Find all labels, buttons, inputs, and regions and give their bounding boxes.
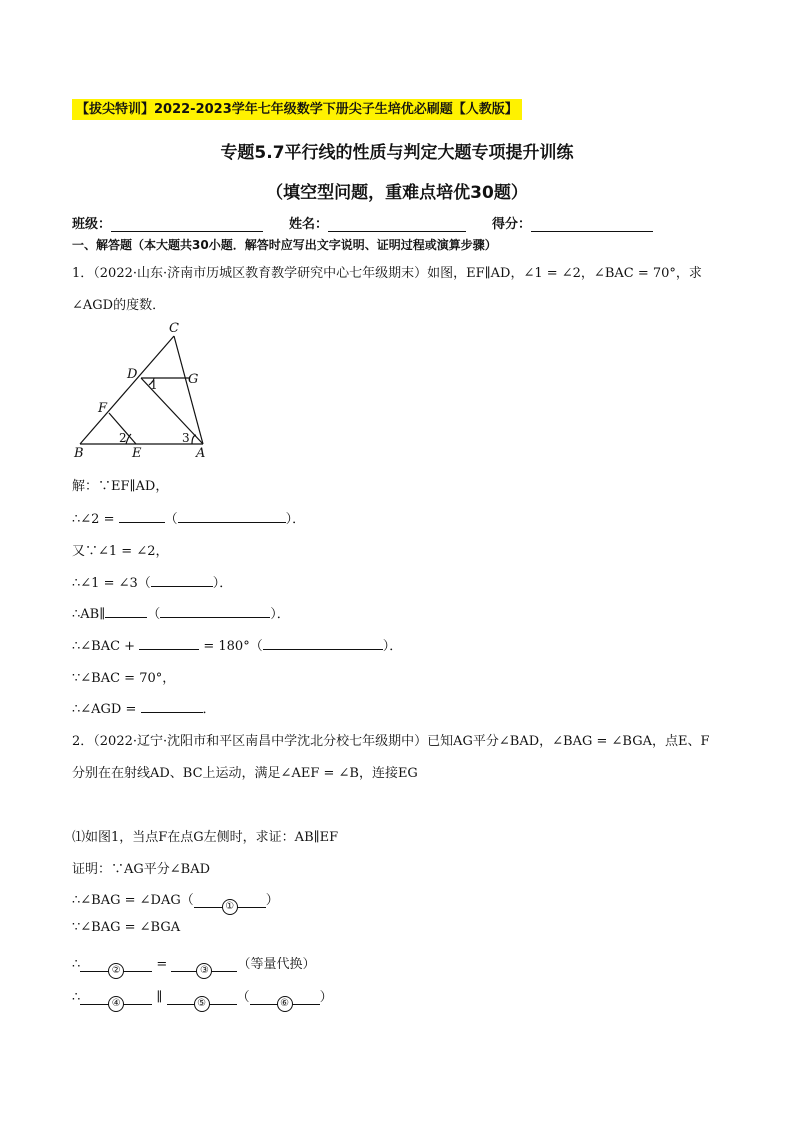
mark-2: ② [108, 963, 124, 979]
label-a: A [196, 446, 206, 461]
banner-heading: 【拔尖特训】2022-2023学年七年级数学下册尖子生培优必刷题【人教版】 [72, 99, 522, 120]
label-f: F [98, 401, 108, 416]
q1-solution-step2: ∴∠2 = （ ）． [72, 508, 305, 527]
mark-4: ④ [108, 996, 124, 1012]
section-heading: 一、解答题（本大题共30小题．解答时应写出文字说明、证明过程或演算步骤） [72, 238, 497, 252]
q1-solution-step3: 又∵∠1 = ∠2， [72, 544, 169, 559]
label-g: G [188, 372, 199, 387]
segment-bc [80, 336, 174, 444]
blank-circle-3[interactable] [171, 957, 237, 976]
q2-statement-line2: 分别在在射线AD、BC上运动，满足∠AEF = ∠B，连接EG [72, 766, 418, 781]
q1-triangle-figure [70, 318, 220, 463]
q1-solution-step6: ∴∠BAC + = 180°（ ）． [72, 635, 402, 654]
blank-2-2[interactable] [178, 508, 286, 523]
figure-lines [80, 336, 203, 444]
blank-8-1[interactable] [141, 698, 203, 713]
angle-3-label: 3 [182, 431, 190, 445]
q2-statement-line1: 2．（2022·辽宁·沈阳市和平区南昌中学沈北分校七年级期中）已知AG平分∠BAD，∠BAG = ∠BGA，点E、F [72, 734, 710, 749]
q1-solution-step7: ∵∠BAC = 70°， [72, 671, 176, 686]
label-d: D [127, 367, 138, 382]
label-b: B [74, 446, 84, 461]
class-label: 班级： [72, 217, 112, 232]
blank-circle-2[interactable] [80, 957, 152, 976]
blank-6-1[interactable] [139, 635, 199, 650]
mark-1: ① [222, 899, 238, 915]
name-field[interactable] [328, 217, 466, 232]
q2-proof-step3: ∵∠BAG = ∠BGA [72, 920, 181, 935]
angle-2-label: 2 [119, 431, 127, 445]
class-field[interactable] [111, 217, 263, 232]
student-info-row [72, 213, 653, 232]
q1-solution-step4: ∴∠1 = ∠3（ ）． [72, 572, 232, 591]
q1-solution-step1: 解：∵EF∥AD， [72, 479, 169, 494]
angle-1-label: 1 [150, 378, 158, 392]
q2-proof-step1: 证明：∵AG平分∠BAD [72, 862, 211, 877]
blank-5-2[interactable] [160, 603, 270, 618]
blank-circle-1[interactable] [194, 893, 266, 912]
label-c: C [169, 321, 179, 336]
blank-4-1[interactable] [151, 572, 213, 587]
mark-5: ⑤ [194, 996, 210, 1012]
mark-6: ⑥ [277, 996, 293, 1012]
q2-proof-step4: ∴ ② = ③ （等量代换） [72, 953, 315, 972]
page-title: 专题5.7平行线的性质与判定大题专项提升训练 [220, 143, 574, 163]
q2-part1: ⑴如图1，当点F在点G左侧时，求证：AB∥EF [72, 830, 339, 845]
score-field[interactable] [531, 217, 653, 232]
blank-6-2[interactable] [263, 635, 383, 650]
q2-proof-step2: ∴∠BAG = ∠DAG（ ① ） [72, 889, 279, 908]
q2-proof-step5: ∴ ④ ∥ ⑤ （ ⑥ ） [72, 986, 333, 1005]
q1-statement-line1: 1．（2022·山东·济南市历城区教育教学研究中心七年级期末）如图，EF∥AD，∠1 = ∠2，∠BAC = 70°，求 [72, 266, 702, 281]
blank-circle-4[interactable] [80, 990, 152, 1009]
name-label: 姓名： [289, 217, 329, 232]
score-label: 得分： [492, 217, 532, 232]
q1-solution-step8: ∴∠AGD = ． [72, 698, 216, 717]
blank-5-1[interactable] [105, 603, 147, 618]
blank-circle-6[interactable] [250, 990, 320, 1009]
mark-3: ③ [196, 963, 212, 979]
blank-2-1[interactable] [119, 508, 165, 523]
q1-statement-line2: ∠AGD的度数． [72, 298, 166, 313]
q1-solution-step5: ∴AB∥ （ ）． [72, 603, 290, 622]
label-e: E [132, 446, 142, 461]
page-subtitle: （填空型问题，重难点培优30题） [266, 183, 528, 203]
blank-circle-5[interactable] [167, 990, 237, 1009]
